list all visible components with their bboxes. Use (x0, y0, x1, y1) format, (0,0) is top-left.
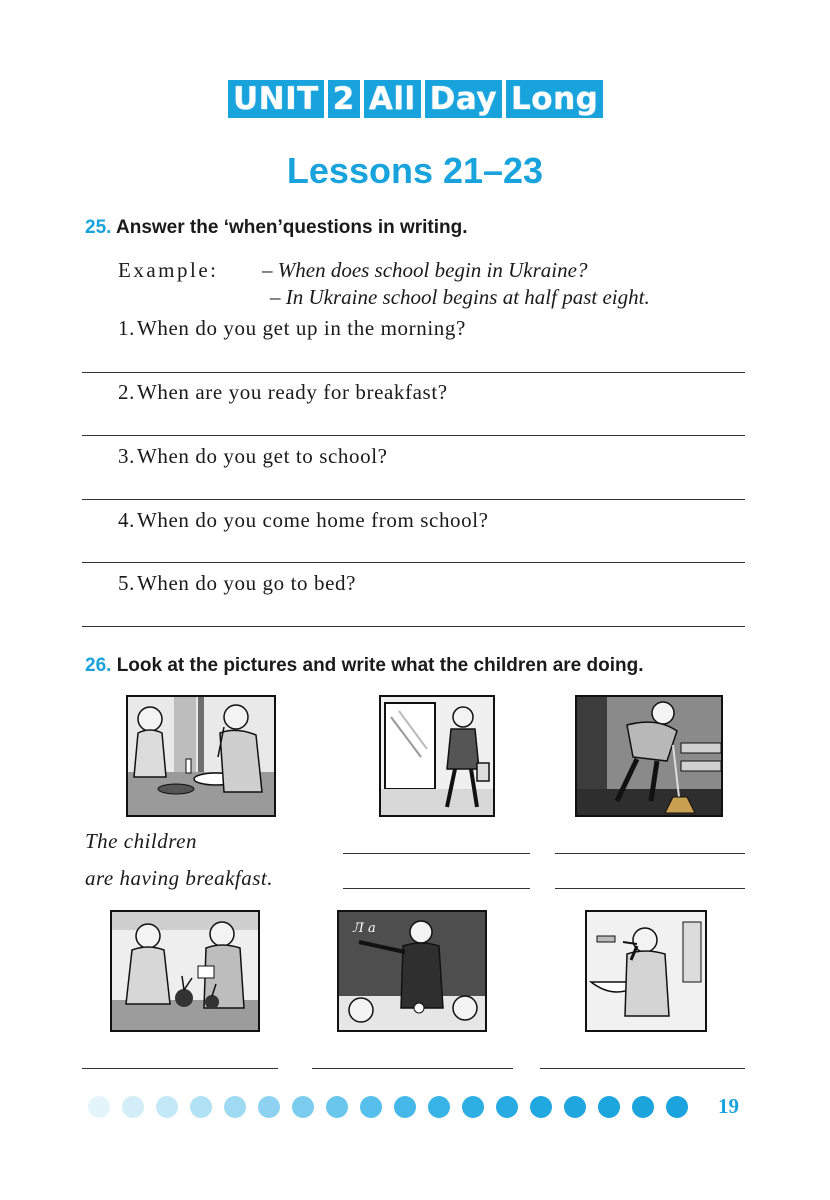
picture-classroom (337, 910, 487, 1032)
question-text: When do you get up in the morning? (136, 316, 466, 340)
example-question: – When does school begin in Ukraine? (262, 258, 588, 282)
question-number: 5. (118, 571, 135, 595)
question-1 (118, 316, 466, 341)
decorative-dot (360, 1096, 382, 1118)
question-number: 3. (118, 444, 135, 468)
answer-line-1[interactable] (82, 372, 745, 373)
unit-word: 2 (328, 80, 360, 118)
decorative-dots (88, 1096, 688, 1118)
question-5 (118, 571, 356, 596)
question-text: When do you come home from school? (136, 508, 489, 532)
question-text: When do you go to bed? (136, 571, 357, 595)
answer-line-picture-6[interactable] (540, 1068, 745, 1069)
answer-line-picture-2a[interactable] (343, 853, 530, 854)
decorative-dot (530, 1096, 552, 1118)
decorative-dot (462, 1096, 484, 1118)
decorative-dot (666, 1096, 688, 1118)
decorative-dot (496, 1096, 518, 1118)
decorative-dot (632, 1096, 654, 1118)
answer-line-picture-3a[interactable] (555, 853, 745, 854)
answer-line-picture-3b[interactable] (555, 888, 745, 889)
question-4 (118, 508, 489, 533)
task-instruction: Answer the ‘when’questions in writing. (116, 217, 468, 238)
decorative-dot (190, 1096, 212, 1118)
svg-text:Л a: Л a (353, 921, 376, 936)
unit-word: Long (506, 80, 603, 118)
task-26-heading (85, 655, 644, 677)
question-number: 2. (118, 380, 135, 404)
question-3 (118, 444, 388, 469)
decorative-dot (258, 1096, 280, 1118)
picture-brushing-teeth (585, 910, 707, 1032)
decorative-dot (598, 1096, 620, 1118)
answer-line-3[interactable] (82, 499, 745, 500)
answer-line-2[interactable] (82, 435, 745, 436)
task-instruction: Look at the pictures and write what the children are doing. (116, 655, 644, 676)
answer-line-picture-2b[interactable] (343, 888, 530, 889)
answer-line-4[interactable] (82, 562, 745, 563)
decorative-dot (394, 1096, 416, 1118)
task-number: 26. (85, 655, 112, 676)
unit-word: UNIT (228, 80, 324, 118)
decorative-dot (224, 1096, 246, 1118)
decorative-dot (428, 1096, 450, 1118)
question-number: 4. (118, 508, 135, 532)
picture-watering-plants (110, 910, 260, 1032)
lessons-title: Lessons 21–23 (286, 150, 544, 191)
example-answer: – In Ukraine school begins at half past eight. (270, 285, 650, 309)
example-label: Example: (118, 258, 219, 282)
question-2 (118, 380, 448, 405)
question-text: When are you ready for breakfast? (136, 380, 448, 404)
decorative-dot (88, 1096, 110, 1118)
answer-line-picture-4[interactable] (82, 1068, 278, 1069)
answer-line-picture-5[interactable] (312, 1068, 513, 1069)
decorative-dot (122, 1096, 144, 1118)
picture-boy-sweeping (575, 695, 723, 817)
decorative-dot (564, 1096, 586, 1118)
unit-word: All (364, 80, 421, 118)
question-number: 1. (118, 316, 135, 340)
picture-breakfast (126, 695, 276, 817)
picture-boy-leaving (379, 695, 495, 817)
unit-word: Day (425, 80, 502, 118)
decorative-dot (292, 1096, 314, 1118)
task-number: 25. (85, 217, 112, 238)
sample-answer-line-2: are having breakfast. (85, 866, 273, 890)
sample-answer-line-1: The children (85, 829, 197, 853)
decorative-dot (326, 1096, 348, 1118)
unit-banner (228, 80, 603, 118)
question-text: When do you get to school? (136, 444, 388, 468)
task-25-heading (85, 217, 468, 239)
page-number: 19 (718, 1094, 739, 1118)
decorative-dot (156, 1096, 178, 1118)
answer-line-5[interactable] (82, 626, 745, 627)
